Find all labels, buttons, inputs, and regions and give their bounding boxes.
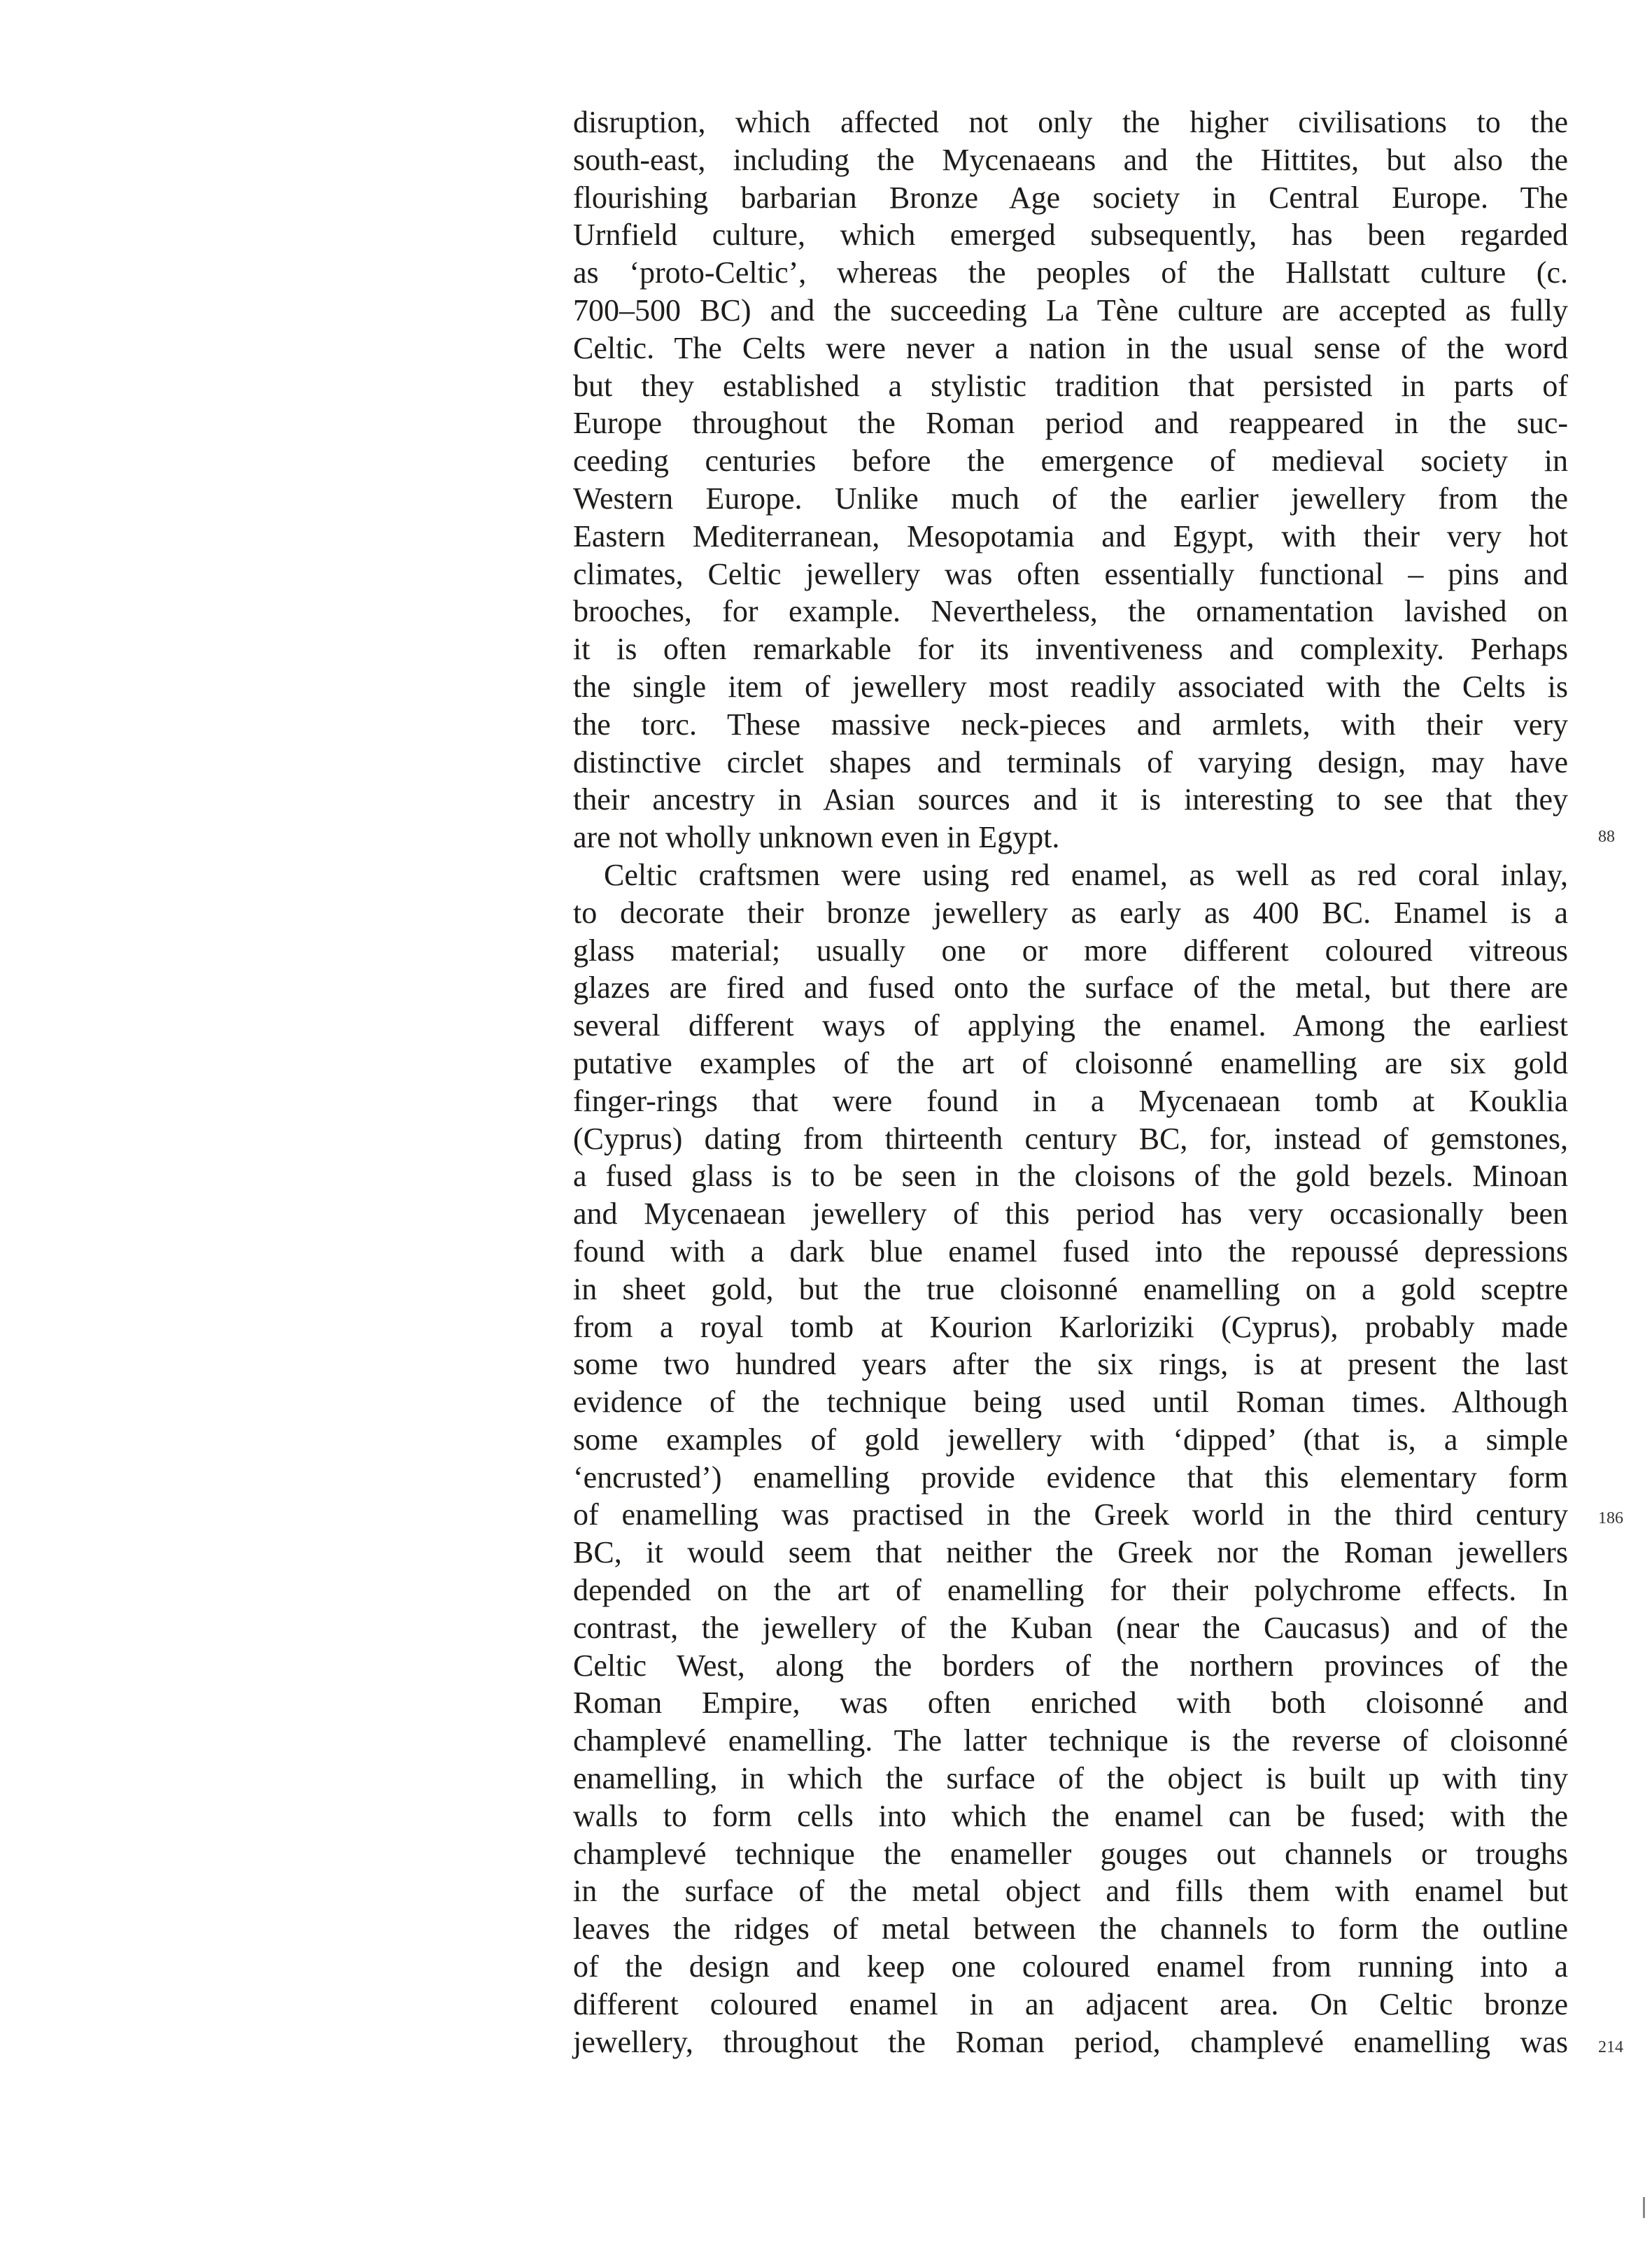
- text-line: glass material; usually one or more different coloured vitreous: [573, 933, 1568, 968]
- text-line: flourishing barbarian Bronze Age society in Central Europe. The: [573, 180, 1568, 215]
- paragraph-start-line: Celtic craftsmen were using red enamel, as well as red coral inlay,: [604, 857, 1568, 892]
- text-line: walls to form cells into which the enamel can be fused; with the: [573, 1798, 1568, 1833]
- text-line: Urnfield culture, which emerged subsequently, has been regarded: [573, 218, 1568, 253]
- margin-figure-reference: 186: [1598, 1509, 1623, 1527]
- margin-figure-reference: 88: [1598, 828, 1615, 846]
- text-line: as ‘proto-Celtic’, whereas the peoples of the Hallstatt culture (c.: [573, 255, 1568, 290]
- text-line: some examples of gold jewellery with ‘dipped’ (that is, a simple: [573, 1422, 1568, 1457]
- text-line: of the design and keep one coloured enamel from running into a: [573, 1949, 1568, 1984]
- text-line: Celtic West, along the borders of the northern provinces of the: [573, 1648, 1568, 1683]
- text-line: leaves the ridges of metal between the channels to form the outline: [573, 1912, 1568, 1947]
- text-line: found with a dark blue enamel fused into the repoussé depressions: [573, 1234, 1568, 1269]
- text-line: Western Europe. Unlike much of the earlier jewellery from the: [573, 481, 1568, 516]
- text-line: brooches, for example. Nevertheless, the ornamentation lavished on: [573, 594, 1568, 629]
- text-line: a fused glass is to be seen in the cloisons of the gold bezels. Minoan: [573, 1159, 1568, 1194]
- text-line: the single item of jewellery most readily associated with the Celts is: [573, 669, 1568, 704]
- page-edge-mark: [1643, 2197, 1645, 2218]
- text-line: depended on the art of enamelling for their polychrome effects. In: [573, 1573, 1568, 1608]
- text-line: contrast, the jewellery of the Kuban (near the Caucasus) and of the: [573, 1610, 1568, 1645]
- text-line: putative examples of the art of cloisonné enamelling are six gold: [573, 1045, 1568, 1080]
- text-line: Eastern Mediterranean, Mesopotamia and Egypt, with their very hot: [573, 518, 1568, 553]
- text-line: in sheet gold, but the true cloisonné enamelling on a gold sceptre: [573, 1271, 1568, 1306]
- text-line: evidence of the technique being used until Roman times. Although: [573, 1385, 1568, 1420]
- text-line: several different ways of applying the enamel. Among the earliest: [573, 1008, 1568, 1043]
- text-line: champlevé enamelling. The latter technique is the reverse of cloisonné: [573, 1723, 1568, 1758]
- text-line: BC, it would seem that neither the Greek nor the Roman jewellers: [573, 1535, 1568, 1570]
- text-line: enamelling, in which the surface of the object is built up with tiny: [573, 1761, 1568, 1796]
- text-line: from a royal tomb at Kourion Karloriziki (Cyprus), probably made: [573, 1309, 1568, 1344]
- text-line: climates, Celtic jewellery was often essentially functional – pins and: [573, 556, 1568, 591]
- text-line: the torc. These massive neck-pieces and armlets, with their very: [573, 707, 1568, 742]
- text-line: different coloured enamel in an adjacent area. On Celtic bronze: [573, 1986, 1568, 2021]
- text-line: are not wholly unknown even in Egypt.: [573, 820, 1060, 855]
- body-text-column: [573, 104, 1568, 2061]
- text-line: jewellery, throughout the Roman period, champlevé enamelling was: [573, 2024, 1568, 2059]
- text-line: some two hundred years after the six rings, is at present the last: [573, 1347, 1568, 1382]
- margin-figure-reference: 214: [1598, 2038, 1623, 2056]
- text-line: south-east, including the Mycenaeans and the Hittites, but also the: [573, 142, 1568, 177]
- text-line: ‘encrusted’) enamelling provide evidence that this elementary form: [573, 1460, 1568, 1495]
- text-line: Roman Empire, was often enriched with both cloisonné and: [573, 1686, 1568, 1721]
- text-line: glazes are fired and fused onto the surface of the metal, but there are: [573, 970, 1568, 1005]
- text-line: 700–500 BC) and the succeeding La Tène culture are accepted as fully: [573, 292, 1568, 327]
- text-line: disruption, which affected not only the higher civilisations to the: [573, 105, 1568, 139]
- text-line: it is often remarkable for its inventiveness and complexity. Perhaps: [573, 632, 1568, 667]
- text-line: their ancestry in Asian sources and it is interesting to see that they: [573, 782, 1568, 817]
- text-line: Celtic. The Celts were never a nation in the usual sense of the word: [573, 330, 1568, 365]
- text-line: ceeding centuries before the emergence of medieval society in: [573, 444, 1568, 479]
- text-line: in the surface of the metal object and fills them with enamel but: [573, 1874, 1568, 1909]
- text-line: but they established a stylistic tradition that persisted in parts of: [573, 368, 1568, 403]
- text-line: to decorate their bronze jewellery as early as 400 BC. Enamel is a: [573, 895, 1568, 930]
- text-line: finger-rings that were found in a Mycenaean tomb at Kouklia: [573, 1083, 1568, 1118]
- text-line: champlevé technique the enameller gouges out channels or troughs: [573, 1836, 1568, 1871]
- text-line: of enamelling was practised in the Greek world in the third century: [573, 1497, 1568, 1532]
- text-line: Europe throughout the Roman period and reappeared in the suc-: [573, 406, 1568, 441]
- text-line: and Mycenaean jewellery of this period has very occasionally been: [573, 1196, 1568, 1231]
- text-line: distinctive circlet shapes and terminals of varying design, may have: [573, 744, 1568, 779]
- text-line: (Cyprus) dating from thirteenth century BC, for, instead of gemstones,: [573, 1121, 1568, 1156]
